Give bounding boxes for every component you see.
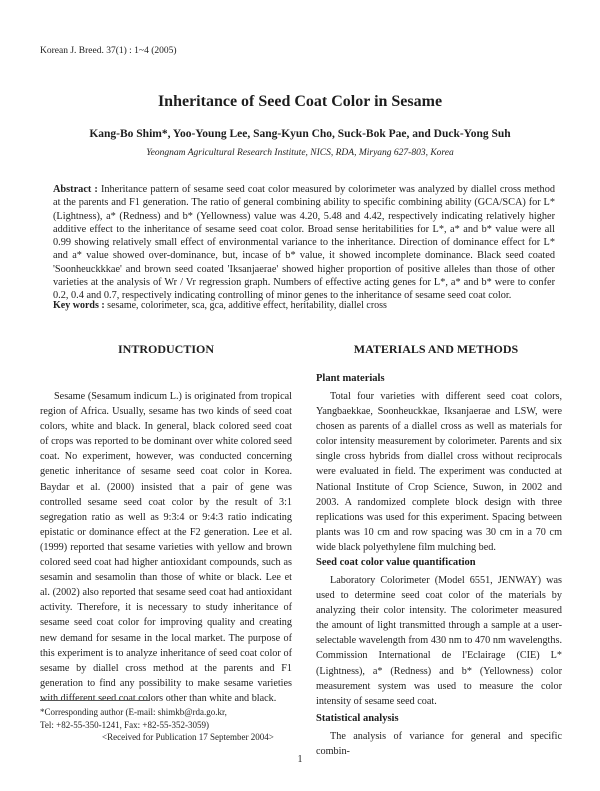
abstract-label: Abstract :: [53, 184, 98, 195]
abstract-block: [53, 183, 555, 303]
corresponding-author-note: *Corresponding author (E-mail: shimkb@rda.go.kr,: [40, 707, 227, 717]
keywords-label: Key words :: [53, 300, 105, 311]
keywords-text: sesame, colorimeter, sca, gca, additive effect, heritability, diallel cross: [107, 300, 387, 311]
plant-materials-paragraph: Total four varieties with different seed coat colors, Yangbaekkae, Soonheuckkae, Iksanjaerae and LSW, were chosen as parents of a diallel cross as well as materials for color intensity measurement by colorimeter. Parents and six single cross hybrids from diallel cross without reciprocals were evaluated in field. The experiment was conducted at National Institute of Crop Science, Suwon, in 2002 and 2003. A randomized complete block design with three replications was used for this experiment. Spacing between plants was 10 cm and row spacing was 30 cm in a 70 cm wide black polyethylene film mulching bed.: [316, 391, 562, 553]
contact-numbers: Tel: +82-55-350-1241, Fax: +82-55-352-3059): [40, 719, 209, 730]
methods-heading: MATERIALS AND METHODS: [353, 342, 519, 356]
author-list: Kang-Bo Shim*, Yoo-Young Lee, Sang-Kyun Cho, Suck-Bok Pae, and Duck-Yong Suh: [89, 128, 511, 140]
introduction-body: [40, 389, 292, 706]
footnote-divider: [40, 700, 150, 701]
introduction-heading: INTRODUCTION: [117, 342, 214, 356]
received-date: <Received for Publication 17 September 2004>: [102, 732, 274, 742]
seed-coat-quantification-body: [316, 573, 562, 709]
statistical-analysis-paragraph: The analysis of variance for general and specific combin-: [316, 731, 562, 758]
plant-materials-body: [316, 389, 562, 555]
page-number: 1: [297, 754, 303, 765]
statistical-analysis-heading: Statistical analysis: [316, 713, 399, 724]
seed-coat-quantification-paragraph: Laboratory Colorimeter (Model 6551, JENWAY) was used to determine seed coat color of the materials by analyzing their color intensity. The colorimeter measured the amount of light transmitted through a sample at a user-selectable wavelength from 430 nm to 470 nm wavelengths. Commission International de l'Eclairage (CIE) L* (Lightness), a* (Redness) and b* (Yellowness) color measurement system was used to measure the color intensity of sesame seed coat.: [316, 575, 562, 707]
keywords-block: [53, 300, 555, 311]
introduction-paragraph: Sesame (Sesamum indicum L.) is originated from tropical region of Africa. Usually, sesame has two kinds of seed coat colors, white and black. In general, black colored seed coat of crops was reported to be dominant over white colored seed coat. No experiment, however, was conducted concerning genetic inheritance of sesame seed coat color in Korea. Baydar et al. (2000) insisted that a pair of gene was controlled sesame seed coat color by the result of 3:1 segregation ratio as well as 9:3:4 or 9:4:3 ratio indicating epistatic or dominance effect at the F2 generation. Lee et al. (1999) reported that sesame varieties with yellow and brown colored seed coat had higher antioxidant compounds, such as sesamin and sesamolin than those of white or black. Lee et al. (2002) also reported that sesame seed coat had antioxidant activity. Therefore, it is necessary to study inheritance of sesame seed coat color for improving quality and creating new demand for sesame in the local market. The purpose of this experiment is to analyze inheritance of seed coat color of sesame by diallel cross method at the parents and F1 generation to find any possibility to make sesame varieties with different seed coat colors other than white and black.: [40, 391, 292, 704]
author-affiliation: Yeongnam Agricultural Research Institute, NICS, RDA, Miryang 627-803, Korea: [146, 148, 454, 158]
paper-title: Inheritance of Seed Coat Color in Sesame: [157, 93, 443, 110]
journal-citation: Korean J. Breed. 37(1) : 1~4 (2005): [40, 46, 177, 56]
footnote: [40, 706, 300, 744]
seed-coat-quantification-heading: Seed coat color value quantification: [316, 557, 476, 568]
plant-materials-heading: Plant materials: [316, 373, 385, 384]
abstract-text: Inheritance pattern of sesame seed coat color measured by colorimeter was analyzed by diallel cross method at the parents and F1 generation. The ratio of general combining ability to specific combining ability (GCA/SCA) for L* (Lightness), a* (Redness) and b* (Yellowness) value was 4.20, 5.48 and 4.42, respectively indicating relatively higher additive effect to the inheritance of sesame seed coat color. Broad sense heritabilities for L*, a* and b* value were all 0.99 showing relatively small effect of environmental variance to the inheritance. Direction of dominance effect for L* and a* value showed over-dominance, but, incase of b* value, it showed incomplete dominance. Black seed coated 'Soonheuckkkae' and brown seed coated 'Iksanjaerae' showed higher proportion of positive alleles than those of other varieties at the analysis of Wr / Vr regression graph. Numbers of effective acting genes for L*, a* and b* were to confer 0.2, 0.4 and 0.7, respectively indicating controlling of minor genes to the inheritance of sesame seed coat color.: [53, 184, 555, 302]
